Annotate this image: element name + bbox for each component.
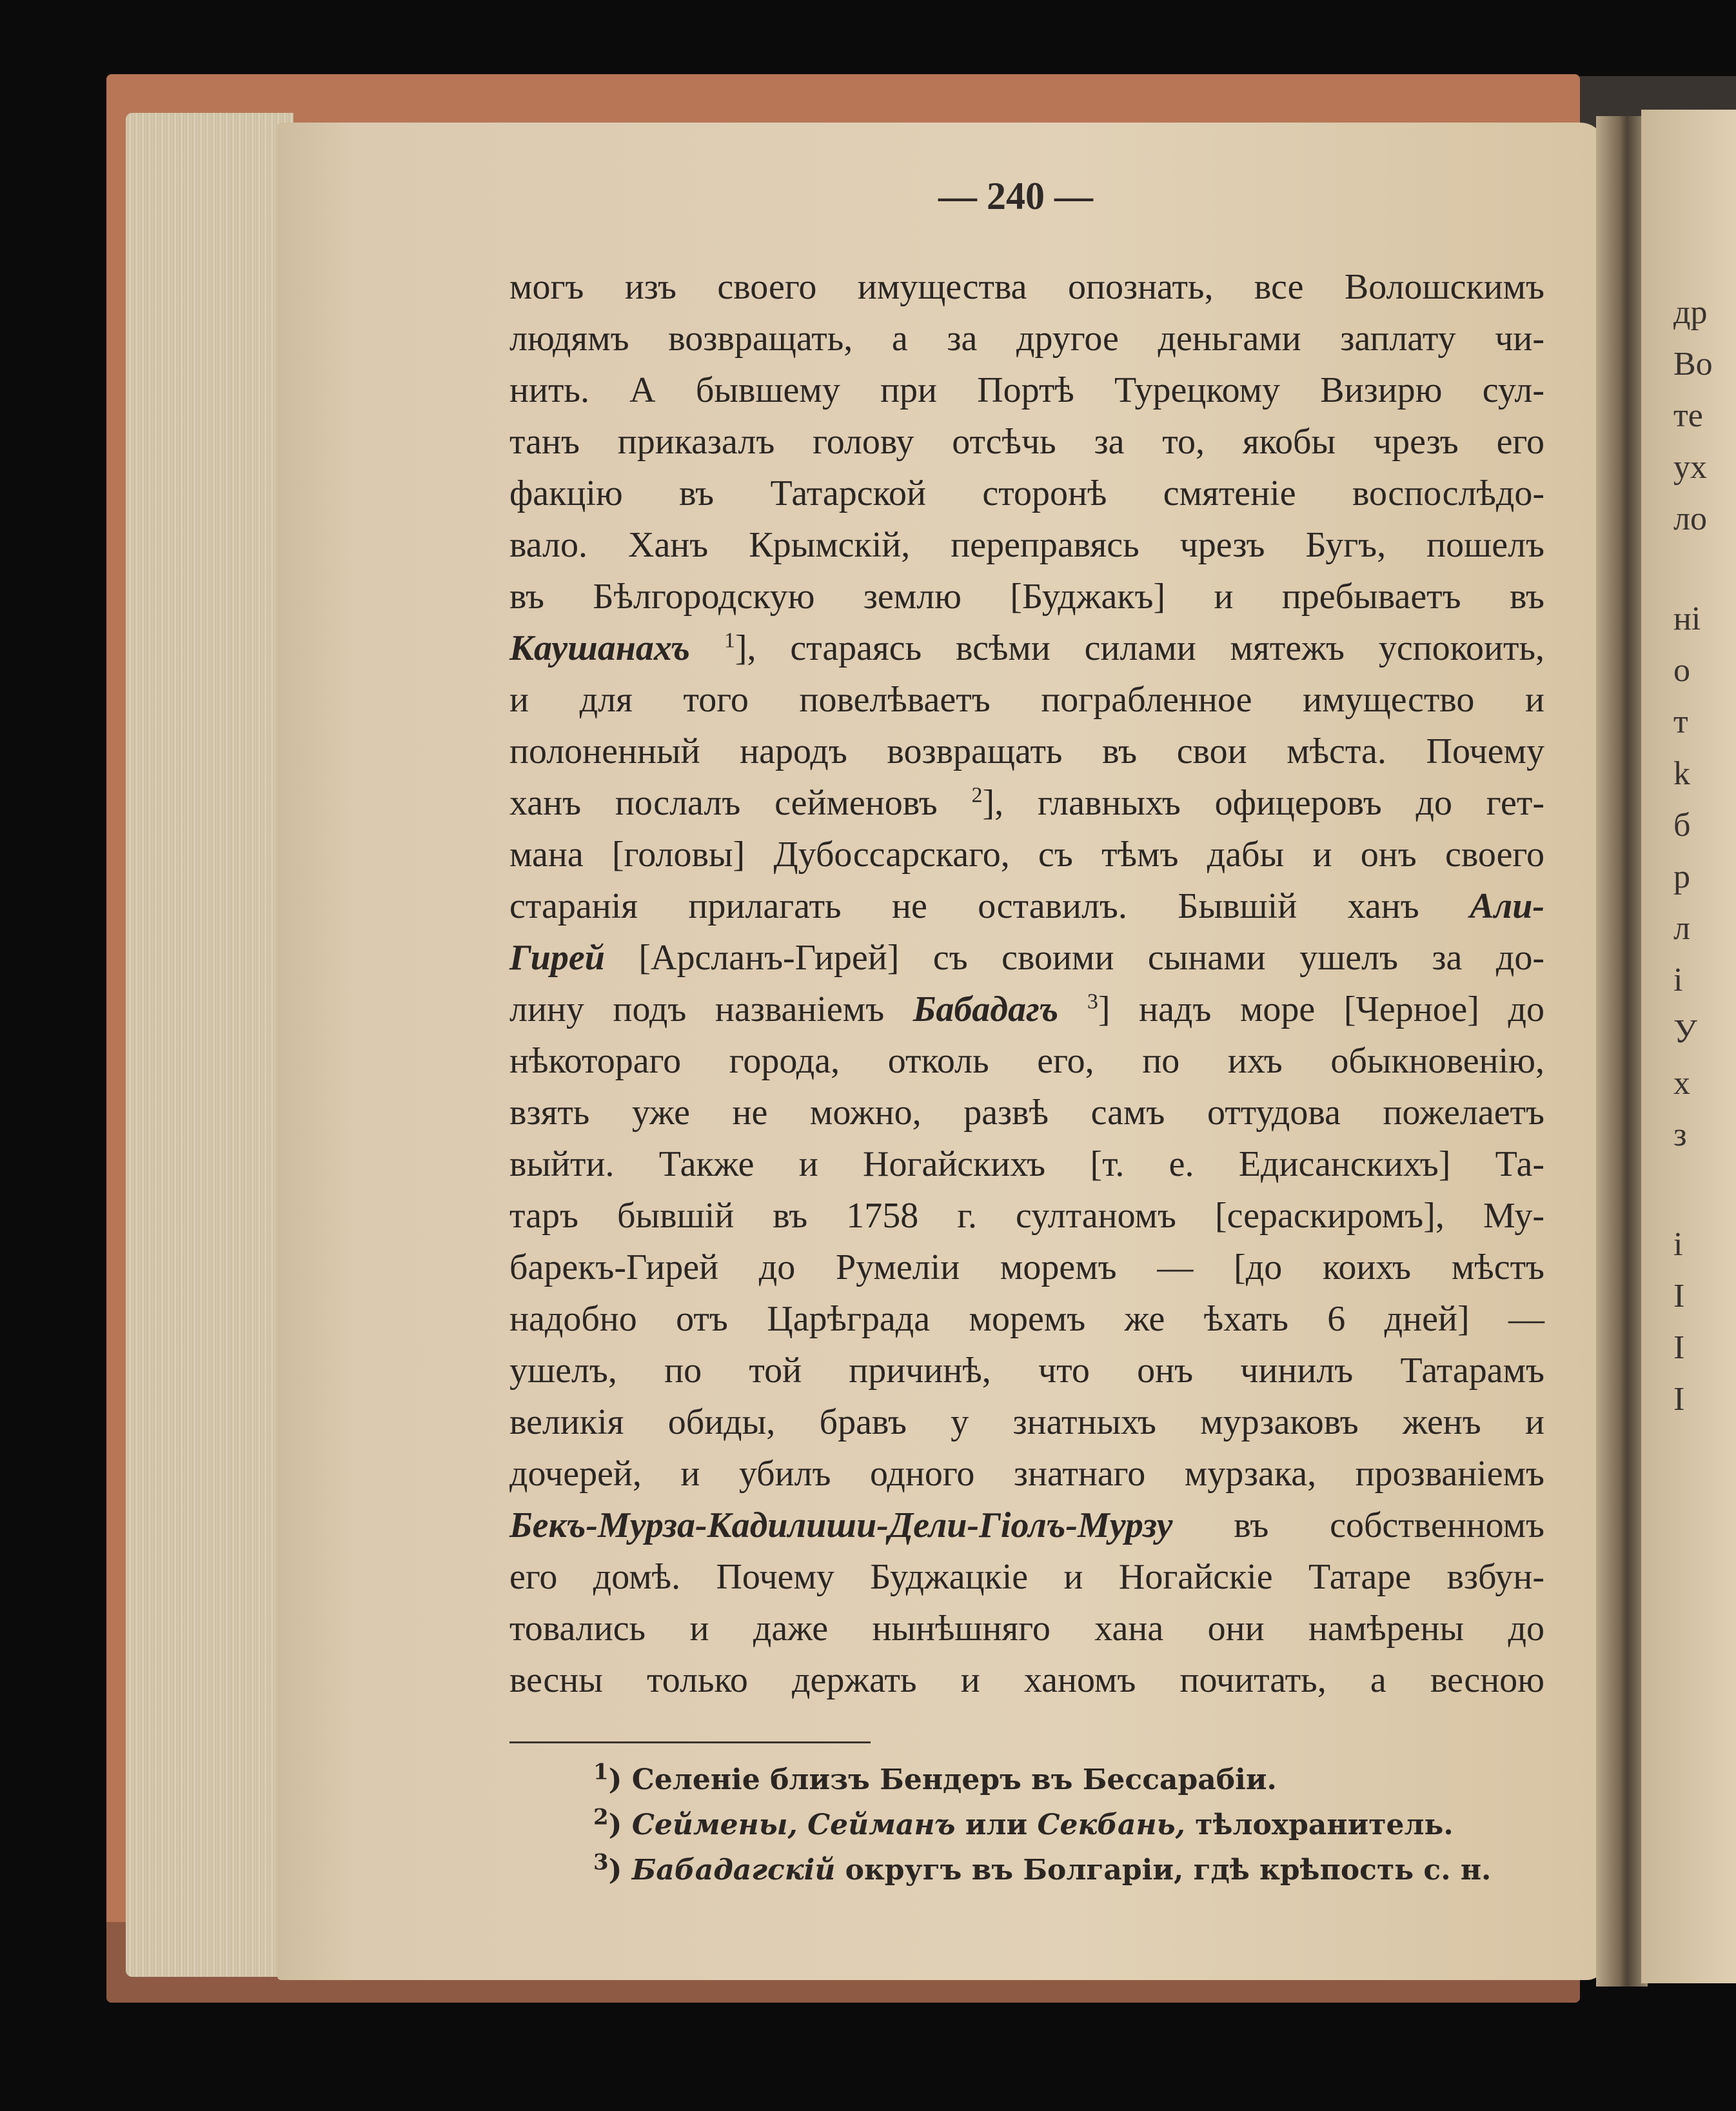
text-line: ханъ послалъ сейменовъ $^2$], главныхъ офицеровъ до гет- — [509, 783, 1544, 823]
text-line: Гирей [Арсланъ-Гирей] съ своими сынами ушелъ за до- — [509, 938, 1544, 978]
footnote-3: $^3$) Бабадагскій округъ въ Болгаріи, гдѣ крѣпость с. н. — [593, 1849, 1492, 1887]
text-line: могъ изъ своего имущества опознать, все Волошскимъ — [509, 267, 1544, 307]
text-line: великія обиды, бравъ у знатныхъ мурзаковъ женъ и — [509, 1402, 1544, 1442]
page-edges — [126, 113, 293, 1977]
text-line: взять уже не можно, развѣ самъ оттудова пожелаетъ — [509, 1093, 1544, 1133]
text-line: барекъ-Гирей до Румеліи моремъ — [до коихъ мѣстъ — [509, 1247, 1544, 1287]
footnote-2: $^2$) Сеймены, Сейманъ или Секбань, тѣлохранитель. — [593, 1804, 1454, 1841]
text-line: товались и даже нынѣшняго хана они намѣрены до — [509, 1609, 1544, 1649]
facing-page-fragment: те — [1673, 397, 1703, 434]
facing-page-fragment: т — [1673, 704, 1688, 740]
facing-page-fragment: ух — [1673, 449, 1707, 486]
text-line: весны только держать и ханомъ почитать, а весною — [509, 1660, 1544, 1700]
text-line: въ Бѣлгородскую землю [Буджакъ] и пребываетъ въ — [509, 577, 1544, 617]
page-gutter — [1596, 116, 1648, 1987]
text-line: полоненный народъ возвращать въ свои мѣста. Почему — [509, 731, 1544, 771]
facing-page-fragment: з — [1673, 1116, 1687, 1153]
text-line: дочерей, и убилъ одного знатнаго мурзака, прозваніемъ — [509, 1454, 1544, 1494]
text-line: старанія прилагать не оставилъ. Бывшій ханъ Али- — [509, 886, 1544, 926]
text-line: людямъ возвращать, а за другое деньгами заплату чи- — [509, 319, 1544, 359]
text-line: факцію въ Татарской сторонѣ смятеніе воспослѣдо- — [509, 473, 1544, 513]
text-line: его домѣ. Почему Буджацкіе и Ногайскіе Татаре взбун- — [509, 1557, 1544, 1597]
text-line: Бекъ-Мурза-Кадилиши-Дели-Гіолъ-Мурзу въ собственномъ — [509, 1505, 1544, 1545]
facing-page-fragment: ло — [1673, 500, 1707, 537]
facing-page-fragment: У — [1673, 1013, 1697, 1050]
facing-page-fragment: б — [1673, 807, 1691, 844]
facing-page-fragment: і — [1673, 962, 1683, 998]
facing-page-fragment: І — [1673, 1329, 1685, 1366]
facing-page-fragment: і — [1673, 1226, 1683, 1263]
text-line: таръ бывшій въ 1758 г. султаномъ [сераскиромъ], Му- — [509, 1196, 1544, 1236]
footnote-divider — [509, 1741, 871, 1743]
facing-page-fragment: k — [1673, 755, 1690, 792]
text-line: и для того повелѣваетъ пограбленное имущество и — [509, 680, 1544, 720]
facing-page-fragment: І — [1673, 1278, 1685, 1314]
facing-page-fragment: х — [1673, 1065, 1690, 1102]
facing-page-fragment: Во — [1673, 346, 1713, 382]
text-line: Каушанахъ $^1$], стараясь всѣми силами мятежъ успокоить, — [509, 628, 1545, 668]
text-line: надобно отъ Царѣграда моремъ же ѣхать 6 дней] — — [509, 1299, 1544, 1339]
facing-page-fragment: р — [1673, 858, 1690, 895]
text-line: ушелъ, по той причинѣ, что онъ чинилъ Татарамъ — [509, 1351, 1544, 1391]
footnotes — [593, 1758, 1496, 1893]
text-line: нить. А бывшему при Портѣ Турецкому Визирю сул- — [509, 370, 1544, 410]
facing-page-fragment: др — [1673, 294, 1708, 331]
footnote-1: $^1$) Селеніе близъ Бендеръ въ Бессарабіи. — [593, 1759, 1277, 1796]
text-line: танъ приказалъ голову отсѣчь за то, якобы чрезъ его — [509, 422, 1544, 462]
facing-page-fragment: л — [1673, 910, 1690, 947]
text-line: выйти. Также и Ногайскихъ [т. е. Едисанскихъ] Та- — [509, 1144, 1544, 1184]
page-body — [509, 261, 1544, 1706]
facing-page-fragment: о — [1673, 652, 1690, 689]
page-number: — 240 — — [938, 175, 1093, 217]
facing-page-fragment: ні — [1673, 600, 1701, 637]
text-line: вало. Ханъ Крымскій, переправясь чрезъ Бугъ, пошелъ — [509, 525, 1544, 565]
facing-page-fragment: І — [1673, 1381, 1685, 1418]
text-line: мана [головы] Дубоссарскаго, съ тѣмъ дабы и онъ своего — [509, 835, 1544, 875]
text-line: нѣкотораго города, отколь его, по ихъ обыкновенію, — [509, 1041, 1544, 1081]
facing-page — [1641, 110, 1736, 1983]
text-line: лину подъ названіемъ Бабадагъ $^3$] надъ море [Черное] до — [509, 989, 1545, 1029]
